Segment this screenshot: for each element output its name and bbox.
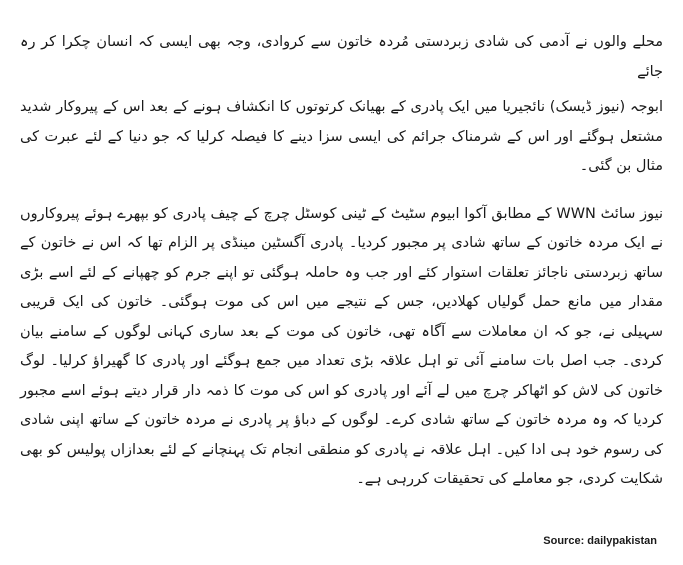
source-credit: Source: dailypakistan — [543, 535, 657, 547]
article-headline: محلے والوں نے آدمی کی شادی زبردستی مُردہ خاتون سے کروادی، وجہ بھی ایسی کہ انسان چکرا کر رہ جائے — [20, 34, 663, 80]
article-body: نیوز سائٹ WWN کے مطابق آکوا ابیوم سٹیٹ کے ٹینی کوسٹل چرچ کے چیف پادری کو بپھرے ہوئے پیروکاروں نے ایک مردہ خاتون کے ساتھ شادی پر مجبور کردیا۔ پادری آگسٹین مینڈی پر الزام تھا کہ اس نے خاتون کے ساتھ زبردستی ناجائز تعلقات استوار کئے اور جب وہ حاملہ ہوگئی تو اپنے جرم کو چھپانے کے لئے اسے بڑی مقدار میں مانع حمل گولیاں کھلادیں، جس کے نتیجے میں اس کی موت ہوگئی۔ خاتون کی ایک قریبی سہیلی نے، جو کہ ان معاملات سے آگاہ تھی، خاتون کی موت کے بعد ساری کہانی لوگوں کے سامنے بیان کردی۔ جب اصل بات سامنے آئی تو اہل علاقہ بڑی تعداد میں جمع ہوگئے اور پادری کا گھیراؤ کرلیا۔ لوگ خاتون کی لاش کو اٹھاکر چرچ میں لے آئے اور پادری کو اس کی موت کا ذمہ دار قرار دیتے ہوئے اسے مجبور کردیا کہ وہ مردہ خاتون کے ساتھ شادی کرے۔ لوگوں کے دباؤ پر پادری نے مردہ خاتون کے ساتھ اپنی شادی کی رسوم خود ہی ادا کیں۔ اہل علاقہ نے پادری کو منطقی انجام تک پہنچانے کے لئے بعدازاں پولیس کو بھی شکایت کردی، جو معاملے کی تحقیقات کررہی ہے۔ — [20, 205, 663, 487]
article-summary: ابوجہ (نیوز ڈیسک) نائجیریا میں ایک پادری کے بھیانک کرتوتوں کا انکشاف ہونے کے بعد اس کے پیروکار شدید مشتعل ہوگئے اور اس کے شرمناک جرائم کی ایسی سزا دینے کا فیصلہ کرلیا کہ جو دنیا کے لئے عبرت کی مثال بن گئی۔ — [20, 99, 663, 174]
